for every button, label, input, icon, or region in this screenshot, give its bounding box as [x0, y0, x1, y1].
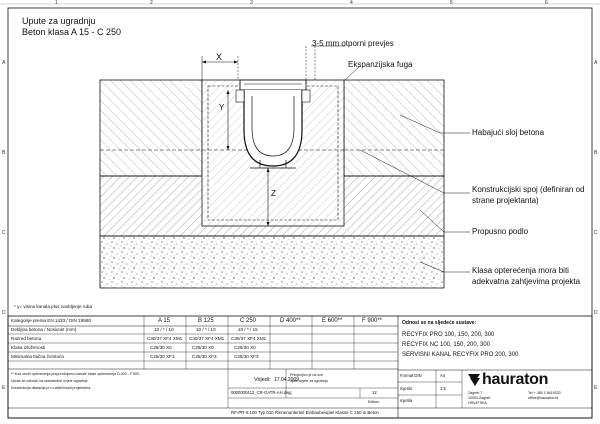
- table-class-d400: D 400**: [280, 318, 301, 324]
- callout-permeable-base: Propusno podlo: [472, 227, 529, 236]
- table-cell: C25/30 X0: [150, 345, 172, 350]
- edge-marker-right-a: A: [594, 60, 598, 66]
- brand-name: hauraton: [482, 371, 549, 388]
- table-note-3: Konstrukcija dilatacija je u nadležnosti projektanta.: [11, 386, 92, 390]
- brand-web: office@hauraton.hr: [528, 396, 559, 400]
- edition-label: Edition: [368, 400, 379, 404]
- format-value: A4: [440, 373, 446, 378]
- left-concrete-block: [100, 80, 202, 176]
- callout-expansion-joint: Ekspanzijska fuga: [348, 60, 413, 69]
- callout-load-class-1: Klasa opterećenja mora biti: [472, 266, 569, 275]
- edge-marker-right-b: B: [594, 150, 598, 156]
- edge-marker-top-6: 6: [545, 0, 548, 6]
- table-cell: 10 / * / 10: [196, 327, 216, 332]
- table-class-c250: C 250: [240, 318, 257, 324]
- footnote: * y= visina kanala plus zaobljenje ruba: [14, 304, 93, 309]
- title-line-2: Beton klasa A 15 - C 250: [22, 27, 122, 37]
- products-heading: Odnosi se na sljedeće sustave:: [402, 320, 477, 326]
- hauraton-logo-mark: [468, 374, 480, 386]
- table-note-2: Upute se odnose na standardne uvjete ugradnje.: [11, 379, 89, 383]
- edge-marker-left-b: B: [2, 150, 6, 156]
- table-cell: C25/30 XF3: [150, 354, 175, 359]
- edge-marker-top-5: 5: [450, 0, 453, 6]
- brand-address-1: Zagreb 7: [468, 391, 483, 395]
- channel-grate: [240, 80, 306, 90]
- channel-u-profile: [244, 90, 302, 166]
- edge-marker-top-1: 1: [55, 0, 58, 6]
- scale-value: 1:5: [440, 386, 446, 391]
- table-cell: C25/30 X0: [234, 345, 256, 350]
- table-class-e600: E 600**: [322, 318, 343, 324]
- table-class-f900: F 900**: [362, 318, 383, 324]
- table-header-label: Kategorije prema EN 1433 / DIN 19580: [11, 318, 91, 323]
- table-cell: C25/30 XF3: [192, 354, 217, 359]
- table-cell: C30/37 XF4 XM1: [231, 336, 267, 341]
- dimension-z-label: Z: [271, 189, 276, 198]
- valid-label: Vrijedi:: [254, 377, 271, 383]
- callout-wear-layer: Habajući sloj betona: [472, 128, 545, 137]
- sheet-number: 12: [372, 390, 377, 395]
- edge-marker-right-c: C: [594, 230, 598, 236]
- edge-marker-right-e: E: [594, 385, 598, 391]
- product-item-1: RECYFIX PRO 100, 150, 200, 300: [402, 332, 495, 338]
- brand-phone: Tel + 385 1 6619333: [528, 391, 561, 395]
- product-item-2: RECYFIX NC 100, 150, 200, 300: [402, 342, 491, 348]
- brand-address-2: 10000 Zagreb: [468, 396, 491, 400]
- remark-line-2: opće uvjete za ugradnju: [290, 379, 329, 383]
- dimension-x-label: X: [216, 52, 223, 62]
- edge-marker-top-2: 2: [150, 0, 153, 6]
- table-cell: 10 / * / 10: [154, 327, 174, 332]
- table-row-label: Debljina betona / Nosivost (mm): [11, 327, 77, 332]
- footer-description: RF-PR-It 100 Typ 010 Rinnenunterteil Einbaubeispiel Klasse C 250 in Beton: [231, 410, 379, 415]
- table-note-1: ** Kod većih opterećenja preporučujemo kanale klase opterećenja D 400 - F 900.: [11, 372, 141, 376]
- table-row-label: Minimalna tlačna čvrstoća: [11, 354, 64, 359]
- callout-construction-joint-1: Konstrukcijski spoj (definiran od: [472, 185, 585, 194]
- dimension-y-label: Y: [219, 103, 225, 112]
- valid-date: 17.04.2009: [274, 377, 300, 383]
- table-cell: C30/37 XF4 XM1: [147, 336, 183, 341]
- callout-load-class-2: adekvatna zahtjevima projekta: [472, 277, 581, 286]
- product-item-3: SERVISNI KANAL RECYFIX PRO 200, 300: [402, 352, 519, 358]
- edge-marker-left-c: C: [2, 230, 6, 236]
- scale-label: mjerilo: [400, 386, 413, 391]
- callout-gap: 3-5 mm otporni prevjes: [312, 39, 394, 48]
- callout-construction-joint-2: strane projektanta): [472, 196, 539, 205]
- edge-marker-left-d: D: [2, 310, 6, 316]
- edge-marker-left-a: A: [2, 60, 6, 66]
- gravel-base: [100, 236, 444, 288]
- table-row-label: Razred betona: [11, 336, 42, 341]
- title-line-1: Upute za ugradnju: [22, 16, 96, 26]
- table-class-b125: B 125: [198, 318, 214, 324]
- edge-marker-right-d: D: [594, 310, 598, 316]
- table-cell: 10 / * / 15: [238, 327, 258, 332]
- remark-line-1: Primjenjivo je na sve: [290, 373, 323, 377]
- table-cell: C30/37 XF4 XM1: [189, 336, 225, 341]
- table-cell: C25/30 XF3: [234, 354, 259, 359]
- edge-marker-top-4: 4: [350, 0, 353, 6]
- table-row-label: Klasa izloženosti: [11, 345, 46, 350]
- brand-address-3: HRVATSKA: [468, 401, 487, 405]
- edge-marker-top-3: 3: [250, 0, 253, 6]
- table-class-a15: A 15: [158, 318, 171, 324]
- drawn-label: mjerila: [400, 398, 413, 403]
- table-cell: C25/30 X0: [192, 345, 214, 350]
- format-label: Format DIN: [400, 373, 422, 378]
- spec-table-grid: [8, 316, 592, 418]
- edge-marker-left-e: E: [2, 385, 6, 391]
- drawing-number: 0000000412_CR-OATR-AH.dwg: [231, 390, 292, 395]
